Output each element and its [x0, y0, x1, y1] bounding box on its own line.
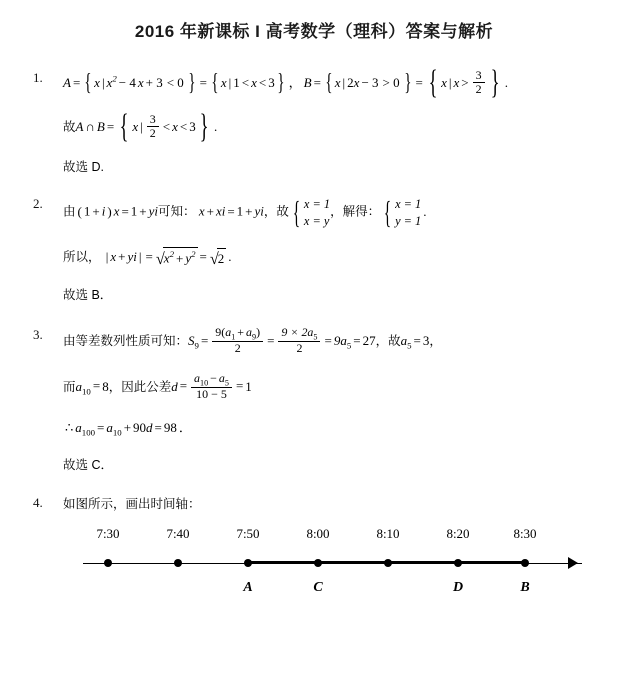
timeline-axis	[63, 552, 610, 578]
timeline-tick-labels	[63, 526, 610, 544]
math-token: 1	[233, 74, 240, 90]
fraction-numerator	[278, 326, 320, 341]
math-token: x	[220, 74, 227, 90]
math-token: < 0	[166, 74, 184, 90]
math-token: x	[172, 118, 178, 134]
line-prefix: 由	[63, 204, 76, 219]
math-line	[63, 107, 610, 145]
math-token: |	[342, 74, 346, 90]
timeline-point-labels	[63, 580, 610, 600]
math-token: S	[188, 332, 195, 348]
item-number: 1.	[33, 70, 43, 85]
math-token: +	[245, 203, 253, 219]
math-token: =	[200, 332, 209, 348]
equation: x = 1	[395, 197, 422, 212]
math-token: y	[185, 250, 192, 266]
timeline-arrowhead	[568, 557, 578, 569]
math-token: 27	[362, 332, 376, 348]
math-line	[63, 418, 610, 440]
answer-choice-line: 故选 B．	[63, 287, 113, 302]
left-brace: {	[211, 68, 219, 96]
math-token: a	[246, 324, 253, 339]
math-token: +	[206, 203, 214, 219]
fraction-numerator	[212, 326, 263, 341]
system-brace: {	[383, 194, 392, 230]
left-brace: {	[325, 68, 333, 96]
math-token: =	[267, 332, 275, 348]
item-body	[63, 324, 610, 475]
math-token: B	[303, 74, 312, 90]
item-body	[63, 64, 610, 176]
math-token: 9	[252, 332, 257, 342]
math-token: =	[72, 74, 81, 90]
math-token: − 3	[361, 74, 379, 90]
timeline-tick-label: 8:30	[513, 525, 537, 541]
math-token: 1	[130, 203, 138, 219]
math-line	[63, 370, 610, 403]
right-brace: }	[199, 107, 209, 145]
line-text: ，故	[375, 333, 401, 348]
math-token: x	[353, 74, 360, 90]
math-token: 9 × 2a	[281, 324, 314, 339]
math-token: =	[154, 420, 162, 436]
radicand: 2	[217, 248, 227, 269]
line-text: ，	[429, 333, 442, 348]
fraction	[278, 326, 320, 356]
timeline-point	[174, 559, 182, 567]
math-token: 98	[163, 420, 177, 436]
math-token: x	[110, 248, 117, 264]
math-token: x	[453, 74, 460, 90]
timeline-tick-label: 7:50	[236, 525, 260, 541]
math-token: i	[101, 203, 106, 219]
math-token: x	[441, 74, 447, 90]
math-token: d	[146, 420, 153, 436]
answer-choice-line: 故选 D.	[63, 159, 104, 174]
math-token: x	[106, 74, 113, 90]
math-line	[63, 196, 610, 229]
math-token: 2	[191, 249, 196, 260]
timeline-point-label-b: B	[520, 579, 530, 595]
fraction-numerator	[191, 372, 232, 387]
math-token: −	[210, 370, 217, 385]
math-token: a	[400, 332, 408, 348]
math-token: x	[334, 74, 341, 90]
math-token: 10	[112, 428, 122, 438]
math-token: +	[118, 248, 126, 264]
right-brace: }	[403, 68, 412, 96]
answer-item-1	[33, 64, 610, 176]
math-token: A	[75, 118, 84, 134]
page-title: 2016 年新课标 I 高考数学（理科）答案与解析	[134, 22, 494, 41]
math-token: 8	[102, 378, 109, 394]
math-token: 2	[347, 74, 354, 90]
math-token: .	[213, 118, 218, 134]
math-token: a	[106, 420, 113, 436]
math-token: 3	[268, 74, 275, 90]
math-token: .	[423, 203, 427, 219]
math-token: y	[127, 248, 134, 264]
math-token: x	[251, 74, 257, 90]
math-token: 10	[200, 377, 209, 387]
math-token: x	[113, 203, 120, 219]
timeline-tick-label: 8:20	[446, 525, 470, 541]
math-token: 5	[224, 377, 229, 387]
math-token: x	[137, 74, 144, 90]
math-token: =	[121, 203, 129, 219]
equation: y = 1	[395, 213, 422, 228]
math-token: |	[140, 118, 143, 134]
math-token: a	[225, 324, 232, 339]
item-number: 4.	[33, 495, 43, 511]
answer-item-4	[33, 495, 610, 596]
math-token: x	[198, 203, 205, 219]
fraction	[473, 69, 485, 97]
math-token: =	[413, 332, 421, 348]
math-token: 3	[422, 332, 430, 348]
timeline-point-b	[521, 559, 529, 567]
math-token: =	[324, 332, 332, 348]
document-page	[0, 17, 628, 673]
math-token: 1	[236, 203, 244, 219]
math-token: =	[415, 74, 423, 90]
timeline-tick-label: 8:00	[306, 525, 330, 541]
math-token: +	[237, 324, 245, 339]
timeline-point	[384, 559, 392, 567]
left-brace: {	[119, 107, 129, 145]
math-token: 1	[245, 378, 252, 394]
math-token: + 3	[145, 74, 163, 90]
math-token: <	[241, 74, 250, 90]
left-brace: {	[84, 68, 92, 96]
math-token: i	[154, 203, 159, 219]
math-token: +	[175, 250, 184, 266]
math-token: B	[96, 118, 105, 134]
timeline-point-c	[314, 559, 322, 567]
math-token: >	[461, 74, 469, 90]
math-token: 2	[112, 73, 117, 84]
math-token: x	[94, 74, 100, 90]
math-token: =	[92, 378, 101, 394]
square-root	[209, 246, 226, 270]
math-token: =	[199, 74, 208, 90]
fraction	[191, 372, 232, 402]
math-token: 9	[194, 340, 199, 351]
fraction-denominator: 10 − 5	[191, 387, 232, 401]
timeline-tick-label: 7:30	[96, 525, 120, 541]
timeline-point	[104, 559, 112, 567]
fraction	[212, 326, 263, 356]
math-token: 3	[189, 118, 196, 134]
square-root	[155, 246, 198, 270]
timeline-point-label-a: A	[243, 579, 253, 595]
math-token: <	[179, 118, 188, 134]
math-token: a	[194, 370, 201, 385]
fraction	[147, 113, 159, 141]
right-brace: }	[490, 64, 500, 102]
fraction-denominator: 2	[147, 126, 159, 140]
math-token: − 4	[118, 74, 136, 90]
math-token: 9(	[215, 324, 226, 339]
math-token: |	[105, 248, 109, 264]
timeline-point-d	[454, 559, 462, 567]
answer-choice-line: 故选 C．	[63, 458, 114, 473]
item-body	[63, 196, 610, 304]
math-token: (	[77, 203, 82, 219]
math-token: =	[179, 378, 188, 394]
math-token: =	[313, 74, 321, 90]
fraction-denominator: 2	[212, 341, 263, 355]
math-token: 10	[82, 386, 91, 397]
line-prefix: 由等差数列性质可知：	[63, 333, 189, 348]
timeline-tick-label: 7:40	[166, 525, 190, 541]
right-brace: }	[277, 68, 285, 96]
radical-sign: √	[209, 249, 219, 268]
math-token: |	[101, 74, 105, 90]
comma: ，	[288, 74, 302, 90]
math-token: =	[353, 332, 361, 348]
line-prefix: 而	[63, 379, 76, 394]
answer-item-3	[33, 324, 610, 475]
math-token: ．	[178, 420, 192, 436]
radicand	[163, 247, 198, 268]
math-token: ∩	[85, 118, 95, 134]
therefore-symbol: ∴	[65, 420, 74, 436]
timeline-figure	[63, 526, 610, 596]
line-text: ，因此公差	[108, 379, 172, 394]
item-number: 3.	[33, 326, 43, 342]
line-text: ，故	[263, 204, 289, 219]
math-token: a	[75, 378, 83, 394]
math-token: d	[171, 378, 178, 394]
math-token: 1	[83, 203, 91, 219]
fraction-numerator: 3	[475, 68, 482, 82]
line-prefix: 故	[63, 119, 76, 134]
math-token: +	[92, 203, 100, 219]
line-text: 可知：	[158, 204, 196, 219]
math-token: a	[75, 420, 82, 436]
math-token: 100	[81, 428, 96, 438]
left-brace: {	[428, 64, 438, 102]
math-line	[63, 324, 610, 357]
math-token: )	[107, 203, 112, 219]
timeline-tick-label: 8:10	[376, 525, 400, 541]
math-token: |	[138, 248, 142, 264]
math-token: +	[139, 203, 147, 219]
equation: x = y	[303, 213, 330, 228]
math-token: xi	[215, 203, 226, 219]
math-token: =	[145, 248, 153, 264]
math-line	[63, 64, 610, 102]
equation: x = 1	[303, 197, 331, 212]
math-token: +	[123, 420, 132, 436]
math-token: .	[504, 74, 509, 90]
math-token: 5	[407, 340, 412, 351]
math-token: A	[63, 74, 71, 90]
answer-item-2	[33, 196, 610, 304]
math-token: 5	[346, 340, 352, 351]
radical-sign: √	[155, 249, 165, 268]
math-token: .	[228, 248, 232, 264]
math-token: > 0	[382, 74, 400, 90]
equation-system	[395, 196, 421, 229]
math-token: <	[258, 74, 267, 90]
right-brace: }	[188, 68, 196, 96]
timeline-point-label-c: C	[313, 579, 323, 595]
math-token: x	[132, 118, 139, 134]
math-token: =	[235, 378, 244, 394]
math-token: x	[163, 250, 170, 266]
math-token: i	[133, 248, 137, 264]
equation-system	[304, 196, 330, 229]
line-text: 如图所示，画出时间轴：	[63, 497, 201, 512]
math-token: <	[162, 118, 171, 134]
math-token: |	[448, 74, 452, 90]
math-token: |	[228, 74, 232, 90]
math-token: 90	[133, 420, 147, 436]
math-token: yi	[254, 203, 264, 219]
math-token: y	[148, 203, 155, 219]
math-token: )	[256, 324, 261, 339]
math-token: =	[97, 420, 105, 436]
math-token: =	[106, 118, 115, 134]
answers-content	[0, 64, 628, 596]
system-brace: {	[292, 194, 301, 230]
line-prefix: 所以，	[63, 249, 101, 264]
fraction-denominator: 2	[473, 82, 485, 96]
math-token: 1	[231, 332, 236, 342]
math-token: =	[199, 248, 207, 264]
math-token: =	[227, 203, 235, 219]
item-body	[63, 495, 610, 514]
math-token: 9a	[333, 332, 347, 348]
math-line	[63, 246, 610, 270]
fraction-denominator: 2	[278, 341, 320, 355]
item-number: 2.	[33, 196, 43, 212]
math-token: 2	[169, 249, 174, 260]
timeline-point-label-d: D	[452, 579, 464, 595]
math-token: 5	[313, 332, 318, 342]
timeline-point-a	[244, 559, 252, 567]
math-token: a	[218, 370, 225, 385]
line-text: ，解得：	[330, 204, 381, 219]
fraction-numerator: 3	[149, 111, 156, 126]
